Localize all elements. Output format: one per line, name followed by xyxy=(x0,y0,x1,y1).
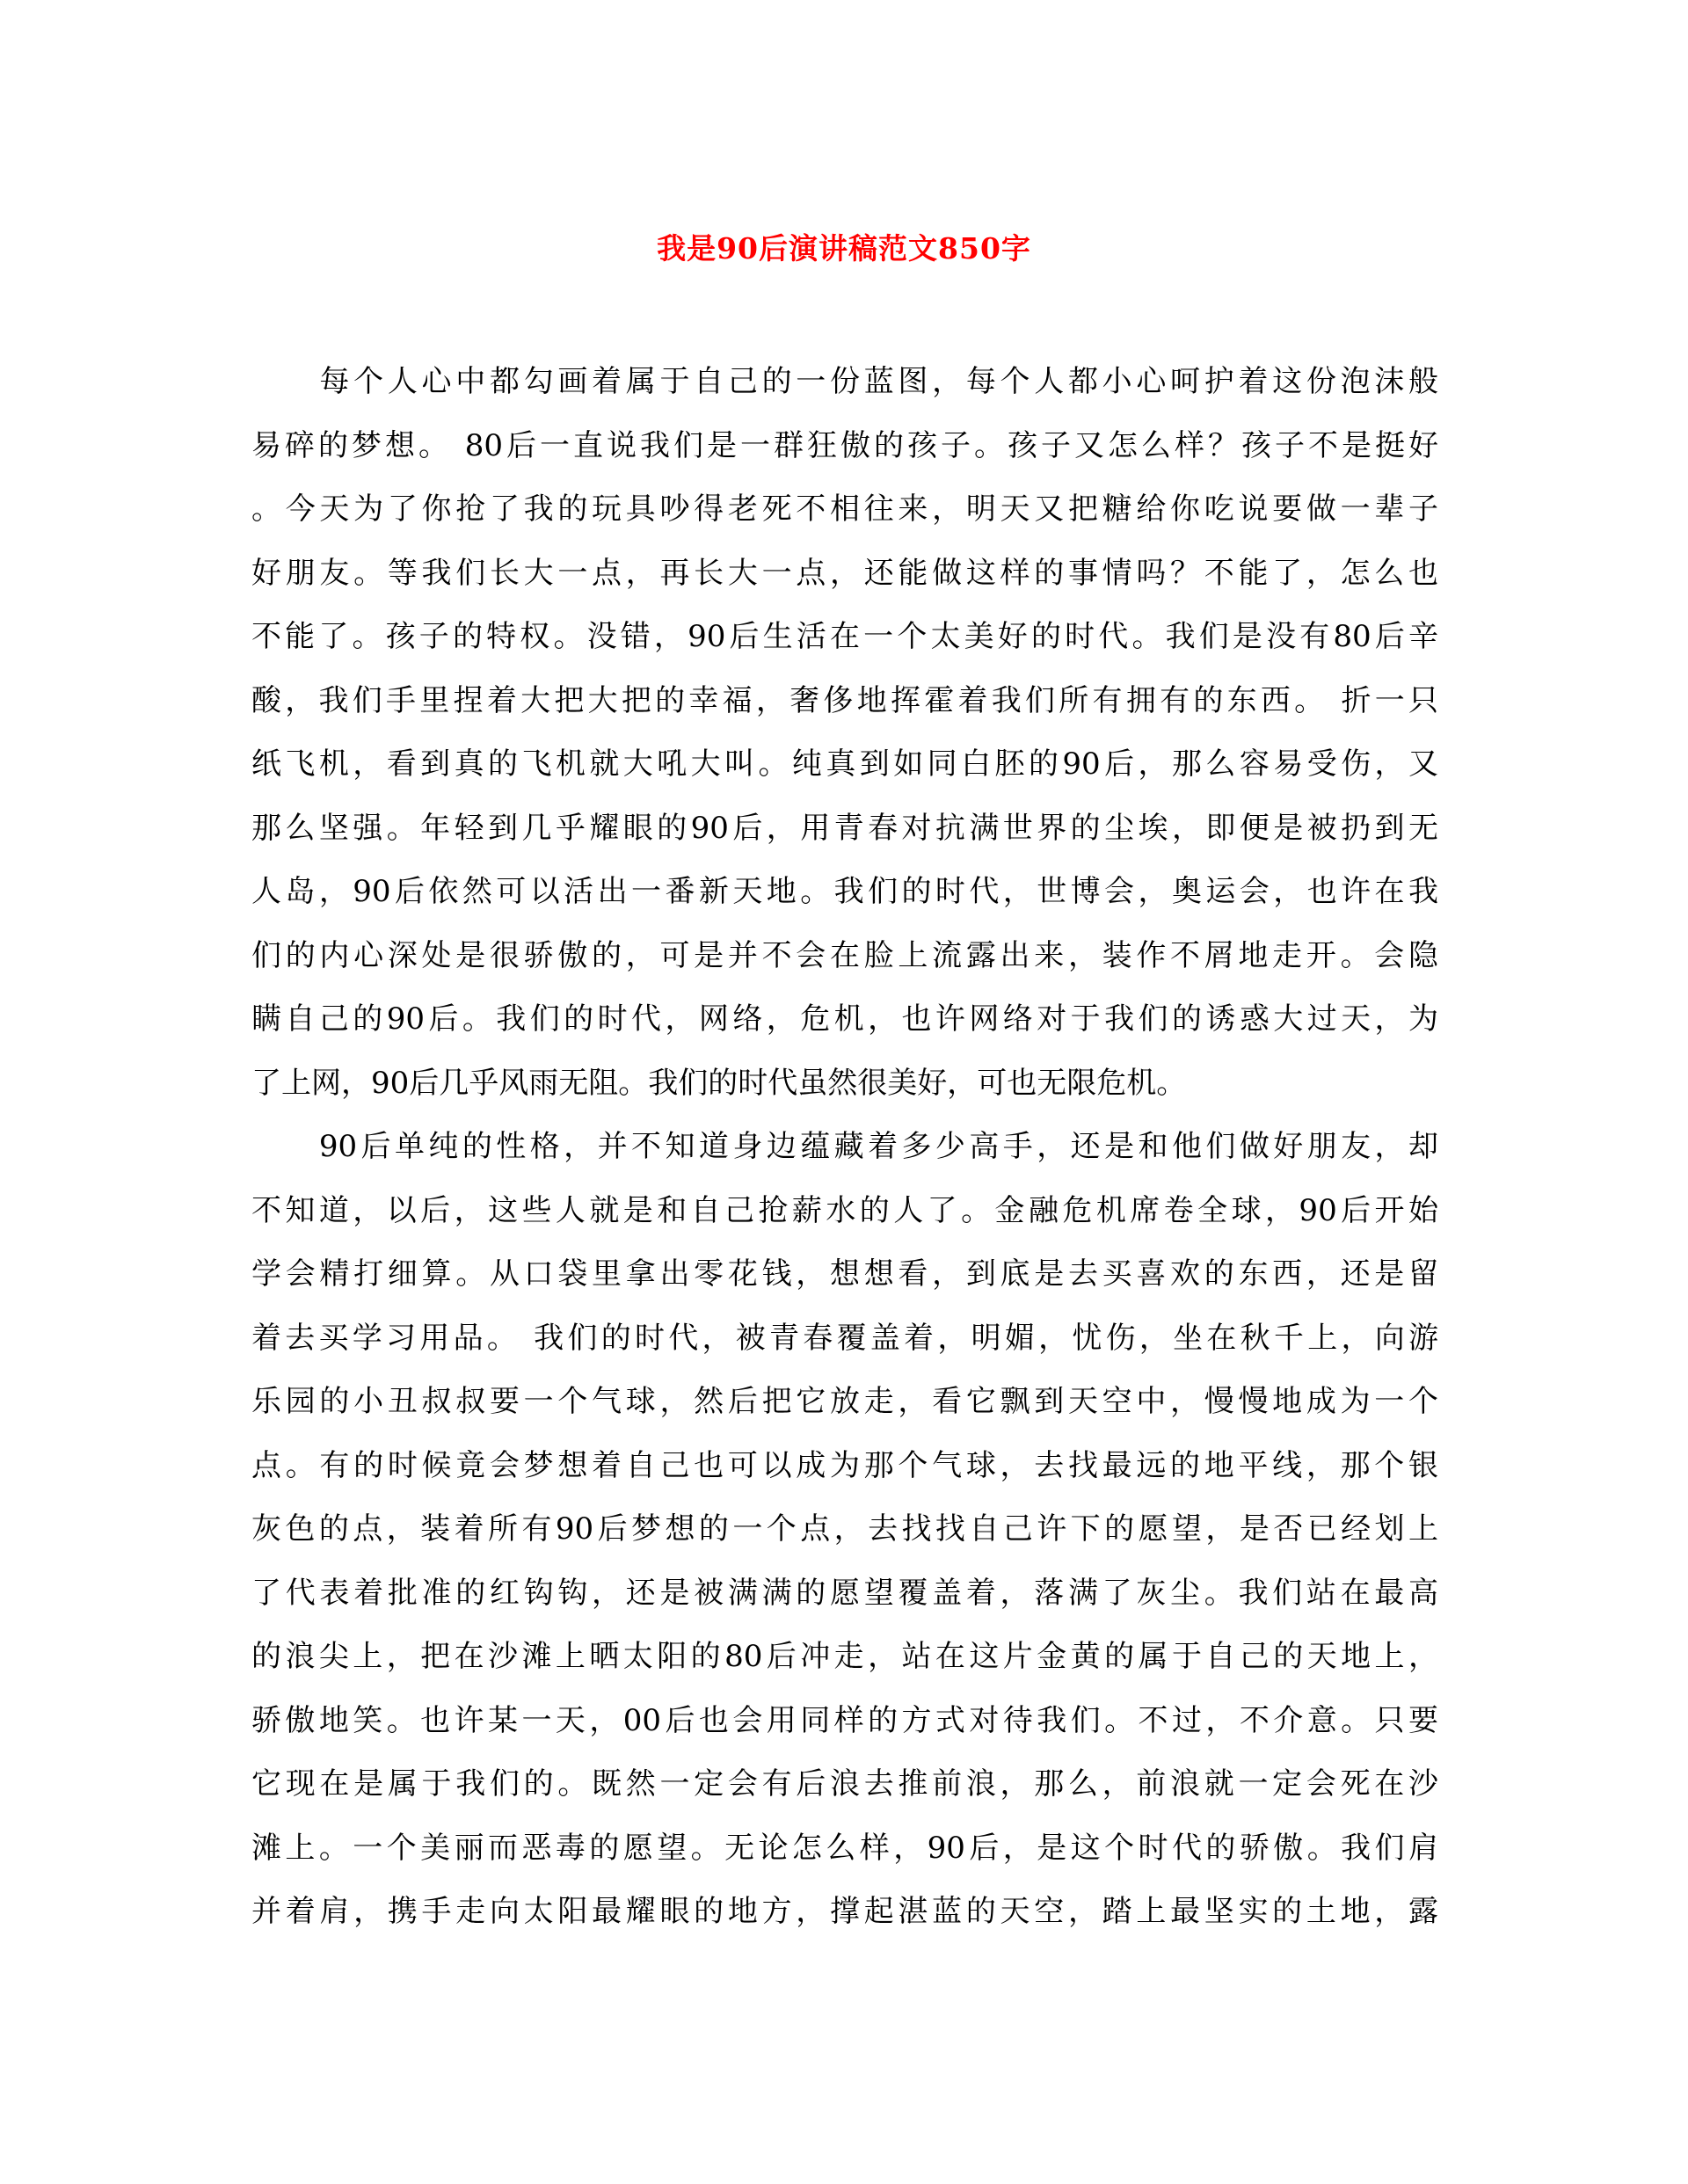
text-line: 。今天为了你抢了我的玩具吵得老死不相往来，明天又把糖给你吃说要做一辈子 xyxy=(251,491,1438,527)
text-line: 好朋友。等我们长大一点，再长大一点，还能做这样的事情吗？不能了，怎么也 xyxy=(251,555,1438,591)
text-line: 学会精打细算。从口袋里拿出零花钱，想想看，到底是去买喜欢的东西，还是留 xyxy=(251,1256,1438,1292)
text-line: 灰色的点，装着所有90后梦想的一个点，去找找自己许下的愿望，是否已经划上 xyxy=(251,1511,1438,1547)
text-line: 90后单纯的性格，并不知道身边蕴藏着多少高手，还是和他们做好朋友，却 xyxy=(251,1129,1438,1164)
text-line: 不能了。孩子的特权。没错，90后生活在一个太美好的时代。我们是没有80后辛 xyxy=(251,619,1438,654)
text-line: 乐园的小丑叔叔要一个气球，然后把它放走，看它飘到天空中，慢慢地成为一个 xyxy=(251,1384,1438,1419)
text-line: 酸，我们手里捏着大把大把的幸福，奢侈地挥霍着我们所有拥有的东西。 折一只 xyxy=(251,682,1438,718)
text-line: 人岛，90后依然可以活出一番新天地。我们的时代，世博会，奥运会，也许在我 xyxy=(251,874,1438,909)
text-line: 不知道，以后，这些人就是和自己抢薪水的人了。金融危机席卷全球，90后开始 xyxy=(251,1192,1438,1228)
text-line: 那么坚强。年轻到几乎耀眼的90后，用青春对抗满世界的尘埃，即便是被扔到无 xyxy=(251,810,1438,846)
document-body xyxy=(251,350,1438,1944)
text-line: 的浪尖上，把在沙滩上晒太阳的80后冲走，站在这片金黄的属于自己的天地上， xyxy=(251,1639,1438,1674)
text-line: 它现在是属于我们的。既然一定会有后浪去推前浪，那么，前浪就一定会死在沙 xyxy=(251,1766,1438,1802)
text-line: 骄傲地笑。也许某一天，00后也会用同样的方式对待我们。不过，不介意。只要 xyxy=(251,1702,1438,1738)
text-line: 瞒自己的90后。我们的时代，网络，危机，也许网络对于我们的诱惑大过天，为 xyxy=(251,1001,1438,1037)
text-line: 了上网，90后几乎风雨无阻。我们的时代虽然很美好，可也无限危机。 xyxy=(251,1065,1187,1101)
text-line: 点。有的时候竟会梦想着自己也可以成为那个气球，去找最远的地平线，那个银 xyxy=(251,1447,1438,1483)
text-line: 每个人心中都勾画着属于自己的一份蓝图，每个人都小心呵护着这份泡沫般 xyxy=(251,364,1438,399)
text-line: 们的内心深处是很骄傲的，可是并不会在脸上流露出来，装作不屑地走开。会隐 xyxy=(251,937,1438,973)
text-line: 了代表着批准的红钩钩，还是被满满的愿望覆盖着，落满了灰尘。我们站在最高 xyxy=(251,1575,1438,1611)
document-title: 我是90后演讲稿范文850字 xyxy=(657,231,1031,266)
text-line: 着去买学习用品。 我们的时代，被青春覆盖着，明媚，忧伤，坐在秋千上，向游 xyxy=(251,1320,1438,1356)
text-line: 纸飞机，看到真的飞机就大吼大叫。纯真到如同白胚的90后，那么容易受伤，又 xyxy=(251,746,1438,782)
text-line: 易碎的梦想。 80后一直说我们是一群狂傲的孩子。孩子又怎么样？孩子不是挺好 xyxy=(251,427,1438,463)
text-line: 并着肩，携手走向太阳最耀眼的地方，撑起湛蓝的天空，踏上最坚实的土地，露 xyxy=(251,1894,1438,1929)
text-line: 滩上。一个美丽而恶毒的愿望。无论怎么样，90后，是这个时代的骄傲。我们肩 xyxy=(251,1830,1438,1866)
